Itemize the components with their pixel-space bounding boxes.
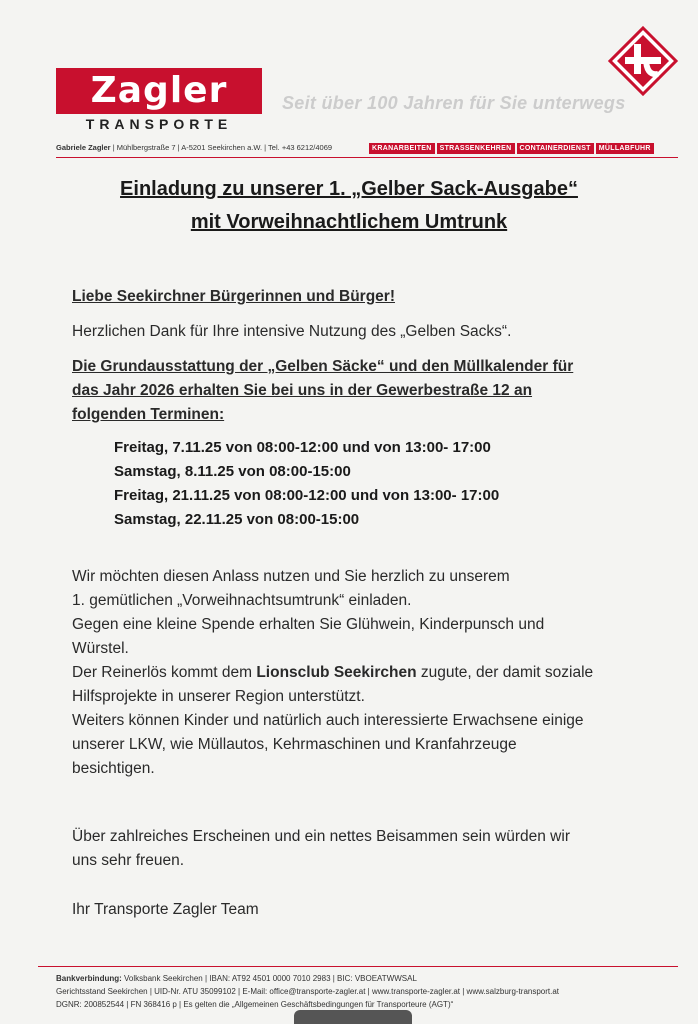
company-slogan: Seit über 100 Jahren für Sie unterwegs <box>282 93 626 113</box>
bank-details: Volksbank Seekirchen | IBAN: AT92 4501 0000 7010 2983 | BIC: VBOEATWWSAL <box>121 974 417 983</box>
service-item: KRANARBEITEN <box>369 143 435 154</box>
lionsclub-name: Lionsclub Seekirchen <box>256 664 417 681</box>
bank-label: Bankverbindung: <box>56 974 122 983</box>
viewer-handle[interactable] <box>294 1010 412 1024</box>
footer-legal-line: Gerichtsstand Seekirchen | UID-Nr. ATU 35099102 | E-Mail: office@transporte-zagler.at | www.transporte-zagler.at | www.salzburg-transport.at <box>56 987 560 996</box>
date-item: Freitag, 7.11.25 von 08:00-12:00 und von 13:00- 17:00 <box>114 439 491 456</box>
invitation-paragraph <box>72 565 593 709</box>
greeting: Liebe Seekirchner Bürgerinnen und Bürger! <box>72 288 395 305</box>
service-item: MÜLLABFUHR <box>596 143 654 154</box>
address-text: | Mühlbergstraße 7 | A-5201 Seekirchen a.W. | Tel. +43 6212/4069 <box>110 143 333 152</box>
header-divider <box>56 157 678 158</box>
info-line: Die Grundausstattung der „Gelben Säcke“ und den Müllkalender für <box>72 358 574 375</box>
service-item: CONTAINERDIENST <box>517 143 594 154</box>
dates-list <box>114 436 499 532</box>
paragraph-line <box>72 661 593 685</box>
paragraph-line: 1. gemütlichen „Vorweihnachtsumtrunk“ einladen. <box>72 592 412 609</box>
date-item: Samstag, 22.11.25 von 08:00-15:00 <box>114 511 360 528</box>
footer-divider <box>38 966 678 967</box>
paragraph-line: Hilfsprojekte in unserer Region unterstützt. <box>72 688 365 705</box>
paragraph-line: unserer LKW, wie Müllautos, Kehrmaschinen und Kranfahrzeuge <box>72 736 517 753</box>
company-logo-subtitle: TRANSPORTE <box>85 116 233 132</box>
footer-bank-line <box>56 972 559 985</box>
company-address <box>56 143 332 152</box>
closing-paragraph <box>72 825 570 873</box>
paragraph-line: Weiters können Kinder und natürlich auch interessierte Erwachsene einige <box>72 712 584 729</box>
date-item: Samstag, 8.11.25 von 08:00-15:00 <box>114 463 351 480</box>
date-item: Freitag, 21.11.25 von 08:00-12:00 und von 13:00- 17:00 <box>114 487 500 504</box>
footer-terms-line: DGNR: 200852544 | FN 368416 p | Es gelten die „Allgemeinen Geschäftsbedingungen für Transporteure (AGT)“ <box>56 1000 454 1009</box>
paragraph-line: Über zahlreiches Erscheinen und ein nettes Beisammen sein würden wir <box>72 828 570 845</box>
document-title-line-1: Einladung zu unserer 1. „Gelber Sack-Ausgabe“ <box>120 178 578 200</box>
text-span: zugute, der damit soziale <box>416 664 594 681</box>
document-title-line-2: mit Vorweihnachtlichem Umtrunk <box>190 211 508 233</box>
info-paragraph <box>72 355 573 427</box>
signoff: Ihr Transporte Zagler Team <box>72 901 259 918</box>
text-span: Der Reinerlös kommt dem <box>72 664 257 681</box>
company-emblem-icon <box>608 26 678 96</box>
footer <box>56 972 559 1011</box>
services-bar <box>369 143 654 154</box>
paragraph-line: besichtigen. <box>72 760 155 777</box>
trucks-paragraph <box>72 709 584 781</box>
paragraph-line: Wir möchten diesen Anlass nutzen und Sie herzlich zu unserem <box>72 568 510 585</box>
thanks-text: Herzlichen Dank für Ihre intensive Nutzung des „Gelben Sacks“. <box>72 323 512 340</box>
info-line: folgenden Terminen: <box>72 406 225 423</box>
service-item: STRASSENKEHREN <box>437 143 515 154</box>
owner-name: Gabriele Zagler <box>56 143 111 152</box>
paragraph-line: uns sehr freuen. <box>72 852 185 869</box>
paragraph-line: Würstel. <box>72 640 129 657</box>
paragraph-line: Gegen eine kleine Spende erhalten Sie Glühwein, Kinderpunsch und <box>72 616 545 633</box>
info-line: das Jahr 2026 erhalten Sie bei uns in der Gewerbestraße 12 an <box>72 382 533 399</box>
company-logo: Zagler <box>56 68 262 114</box>
